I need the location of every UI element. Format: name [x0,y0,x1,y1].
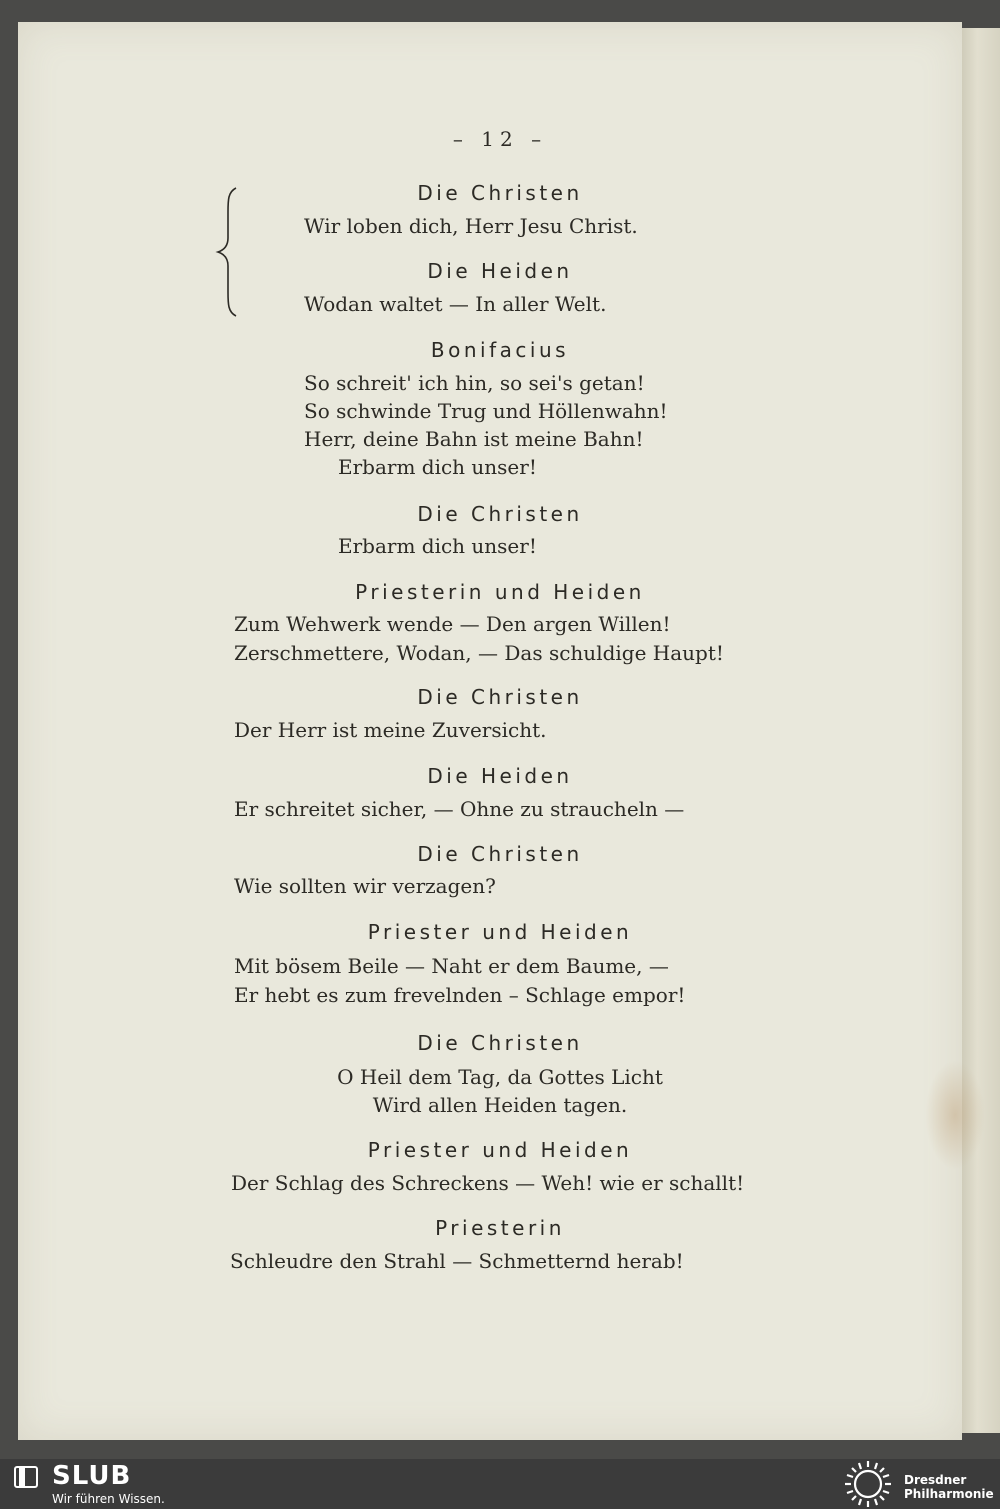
verse-line: Mit bösem Beile — Naht er dem Baume, — [234,954,669,978]
speaker-heading: Priesterin und Heiden [355,580,645,604]
verse-line: So schwinde Trug und Höllenwahn! [304,399,668,423]
speaker-heading: Bonifacius [430,338,570,362]
speaker-heading: Die Christen [417,502,583,526]
speaker-heading: Die Christen [417,181,583,205]
library-name: SLUB [52,1461,132,1491]
verse-line: Zerschmettere, Wodan, — Das schuldige Haupt! [234,641,724,665]
speaker-heading: Priester und Heiden [367,1138,633,1162]
verse-line: Wird allen Heiden tagen. [372,1093,628,1117]
speaker-heading: Die Heiden [427,259,573,283]
speaker-heading: Priesterin [435,1216,565,1240]
partner-name-line1: Dresdner [904,1473,967,1487]
partner-name-line2: Philharmonie [904,1487,994,1501]
verse-line: Schleudre den Strahl — Schmetternd herab! [230,1249,684,1273]
verse-line: Er hebt es zum frevelnden – Schlage empor! [234,983,686,1007]
verse-line: Zum Wehwerk wende — Den argen Willen! [234,612,671,636]
speaker-heading: Die Heiden [427,764,573,788]
verse-line: Der Schlag des Schreckens — Weh! wie er schallt! [231,1171,745,1195]
page-number: – 12 – [452,127,548,151]
verse-line: Wir loben dich, Herr Jesu Christ. [304,214,638,238]
speaker-heading: Priester und Heiden [367,920,633,944]
verse-line: Erbarm dich unser! [338,455,537,479]
verse-line: O Heil dem Tag, da Gottes Licht [337,1065,663,1089]
verse-line: Erbarm dich unser! [338,534,537,558]
library-tagline: Wir führen Wissen. [52,1492,165,1506]
verse-line: Der Herr ist meine Zuversicht. [234,718,547,742]
slub-logo-icon [14,1465,40,1489]
verse-line: Wodan waltet — In aller Welt. [304,292,607,316]
speaker-heading: Die Christen [417,842,583,866]
curly-brace-icon [214,186,244,318]
philharmonie-logo-icon [842,1459,894,1509]
verse-line: So schreit' ich hin, so sei's getan! [304,371,645,395]
speaker-heading: Die Christen [417,685,583,709]
partner-name [904,1473,994,1501]
verse-line: Er schreitet sicher, — Ohne zu straucheln — [234,797,685,821]
speaker-heading: Die Christen [417,1031,583,1055]
verse-line: Wie sollten wir verzagen? [234,874,496,898]
verse-line: Herr, deine Bahn ist meine Bahn! [304,427,644,451]
